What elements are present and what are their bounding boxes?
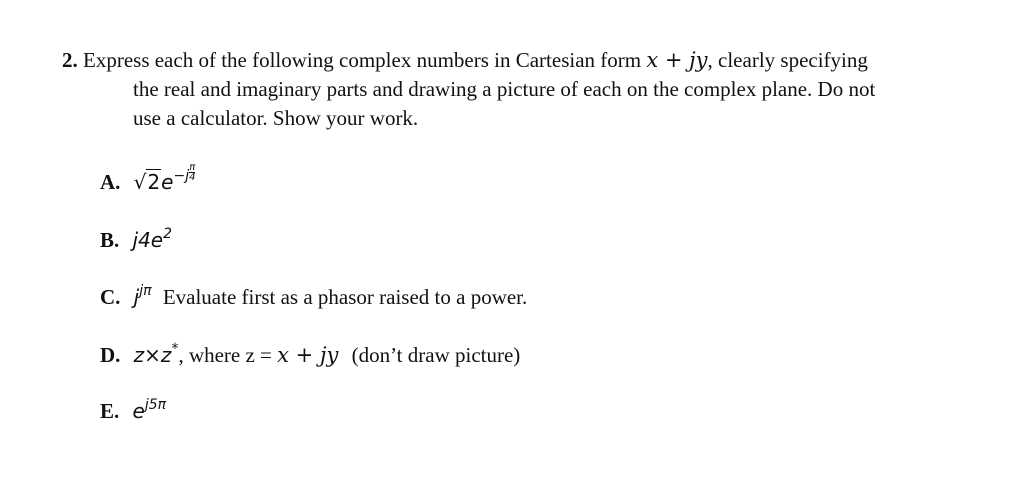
part-a-fraction: [189, 163, 195, 182]
part-c-base: j: [133, 285, 140, 309]
part-b-expr: j4e: [132, 228, 164, 252]
problem-line-2: the real and imaginary parts and drawing a picture of each on the complex plane. Do not: [133, 77, 876, 101]
part-d: [100, 341, 520, 373]
sqrt-argument: 2: [147, 170, 161, 194]
part-c-exp: jπ: [139, 283, 152, 299]
fraction-numerator: π: [189, 161, 196, 173]
problem-line-3: use a calculator. Show your work.: [133, 106, 419, 130]
part-e-base: e: [132, 399, 145, 423]
part-d-note: (don’t draw picture): [351, 343, 521, 367]
part-a-letter: A.: [100, 170, 121, 194]
part-d-expr: z×z: [133, 343, 172, 367]
part-c-note: Evaluate first as a phasor raised to a power.: [162, 285, 528, 309]
problem-line-1: [62, 46, 1002, 75]
part-a-exp-prefix: −j: [173, 168, 190, 184]
conjugate-star: *: [171, 341, 179, 357]
part-e-exp: j5π: [144, 397, 167, 413]
part-d-text: , where z =: [178, 343, 278, 367]
part-a-base: e: [161, 170, 174, 194]
part-e: [100, 397, 166, 429]
problem-number: 2.: [62, 48, 78, 72]
part-c-letter: C.: [100, 285, 121, 309]
part-c: [100, 283, 527, 315]
part-b-letter: B.: [100, 228, 120, 252]
part-d-letter: D.: [100, 343, 121, 367]
problem-line-1-rest: , clearly specifying: [707, 48, 868, 72]
part-a: [100, 161, 196, 200]
part-b-exp: 2: [163, 226, 173, 242]
cartesian-form: x + jy: [646, 48, 708, 72]
part-e-letter: E.: [100, 399, 120, 423]
part-b: [100, 226, 172, 258]
part-d-math: x + jy: [277, 343, 339, 367]
problem-statement: [62, 46, 1002, 133]
sqrt-sign: √: [133, 170, 147, 194]
fraction-denominator: 4: [189, 171, 196, 183]
problem-line-1-text: Express each of the following complex numbers in Cartesian form: [83, 48, 642, 72]
